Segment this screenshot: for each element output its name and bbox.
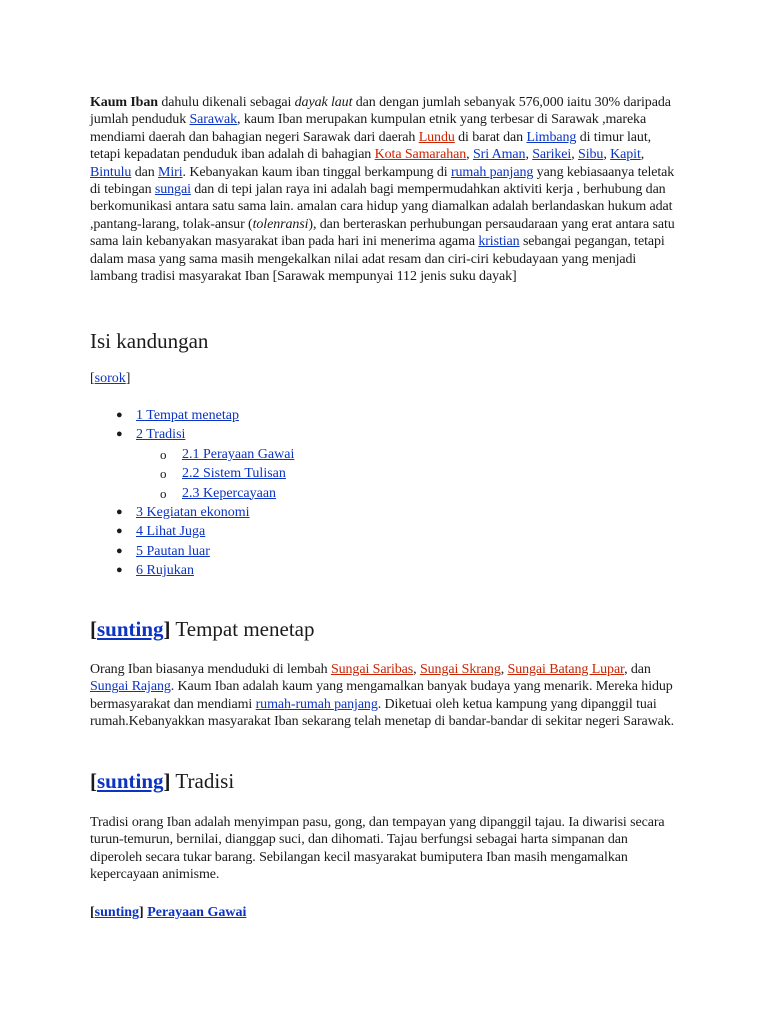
link-limbang[interactable]: Limbang — [526, 129, 577, 145]
link-sarikei[interactable]: Sarikei — [532, 147, 572, 163]
edit-link-tradisi[interactable]: sunting — [97, 769, 164, 793]
edit-link-perayaan-gawai[interactable]: sunting — [94, 905, 140, 920]
link-rumah-rumah-panjang[interactable]: rumah-rumah panjang — [255, 696, 378, 712]
link-sri-aman[interactable]: Sri Aman — [472, 147, 526, 163]
text-run: . Diketuai oleh ketua kampung yang dipanggil tuai rumah.Kebanyakkan masyarakat Iban sekarang telah menetap di bandar-bandar di sekitar negeri Sarawak. — [90, 696, 675, 730]
text-run: dan di tepi jalan raya ini adalah bagi mempermudahkan aktiviti kerja , berhubung dan berkomunikasi antara satu sama lain. amalan cara hidup yang diamalkan adalah berlandaskan hukum adat ,pantang-larang, tolak-ansur ( — [90, 182, 673, 232]
toc-hide-link[interactable]: sorok — [94, 371, 126, 386]
toc-link-tradisi[interactable]: 2 Tradisi — [136, 427, 186, 443]
text-run: , kaum Iban merupakan kumpulan etnik yang terbesar di Sarawak ,mareka mendiami daerah dan bahagian negeri Sarawak dari daerah — [90, 112, 647, 145]
toc-link-pautan-luar[interactable]: 5 Pautan luar — [136, 543, 210, 559]
lead-term: Kaum Iban — [90, 95, 158, 110]
toc-link-perayaan-gawai[interactable]: 2.1 Perayaan Gawai — [182, 446, 295, 462]
section-title: Tempat menetap — [170, 617, 315, 641]
link-kapit[interactable]: Kapit — [610, 147, 641, 163]
toc-item — [90, 484, 294, 503]
text-run: ), dan berteraskan perhubungan persaudaraan yang erat antara satu sama lain kebanyakan masyarakat iban pada hari ini menerima agama — [90, 216, 675, 250]
italic-term: dayak laut — [294, 95, 353, 110]
section-heading-tradisi — [90, 769, 234, 794]
text-run: Orang Iban biasanya menduduki di lembah — [90, 662, 331, 677]
link-rumah-panjang[interactable]: rumah panjang — [450, 164, 534, 180]
edit-bracket: [sunting] — [90, 617, 171, 641]
toc-list — [90, 406, 294, 581]
text-run: , — [500, 662, 508, 677]
link-kristian[interactable]: kristian — [478, 234, 520, 250]
link-sungai-rajang[interactable]: Sungai Rajang — [90, 679, 171, 695]
text-run: , — [525, 147, 533, 163]
intro-paragraph — [90, 94, 680, 285]
toc-item — [90, 464, 294, 483]
toc-item — [90, 445, 294, 464]
link-kota-samarahan[interactable]: Kota Samarahan — [374, 147, 467, 163]
bullet-icon: ● — [116, 505, 123, 518]
text-run: . Kebanyakan kaum iban tinggal berkampung di — [182, 164, 451, 180]
link-miri[interactable]: Miri — [158, 164, 183, 180]
toc-link-rujukan[interactable]: 6 Rujukan — [136, 563, 194, 579]
toc-item — [90, 542, 294, 561]
link-sungai-skrang[interactable]: Sungai Skrang — [419, 662, 501, 677]
bullet-icon: ● — [116, 409, 123, 421]
link-lundu[interactable]: Lundu — [418, 129, 455, 145]
edit-link-tempat-menetap[interactable]: sunting — [97, 617, 164, 641]
toc-item — [90, 503, 294, 522]
text-run: di timur laut, tetapi kepadatan penduduk iban adalah di bahagian — [90, 129, 652, 163]
edit-bracket: [sunting] — [90, 769, 171, 793]
bullet-icon: ● — [116, 564, 123, 577]
text-run: di barat dan — [454, 129, 527, 145]
section-heading-tempat-menetap — [90, 617, 314, 642]
text-run: dan — [131, 164, 159, 180]
italic-term: tolenransi — [252, 216, 309, 232]
toc-link-tempat-menetap[interactable]: 1 Tempat menetap — [136, 408, 239, 423]
bullet-icon: ● — [116, 428, 123, 441]
link-sibu[interactable]: Sibu — [578, 147, 604, 163]
text-run: yang kebiasaanya teletak di tebingan — [90, 164, 675, 198]
toc-item — [90, 425, 294, 444]
text-run: . Kaum Iban adalah kaum yang mengamalkan banyak budaya yang menarik. Mereka hidup bermasyarakat dan mendiami — [90, 679, 673, 712]
toc-item — [90, 406, 294, 425]
text-run: , — [413, 662, 420, 677]
link-sungai-saribas[interactable]: Sungai Saribas — [330, 662, 414, 677]
toc-link-kepercayaan[interactable]: 2.3 Kepercayaan — [182, 485, 277, 501]
circle-bullet-icon: o — [160, 485, 167, 501]
circle-bullet-icon: o — [160, 466, 167, 482]
text-run: , — [466, 147, 473, 163]
text-run: dan dengan jumlah sebanyak 576,000 iaitu 30% daripada jumlah penduduk — [90, 95, 671, 128]
subsection-heading-perayaan-gawai: [sunting] Perayaan Gawai — [90, 905, 247, 920]
toc-title: Isi kandungan — [90, 329, 209, 353]
text-run: , — [603, 147, 611, 163]
bracket: ] — [125, 371, 131, 386]
toc-link-lihat-juga[interactable]: 4 Lihat Juga — [136, 524, 206, 540]
toc-item — [90, 561, 294, 580]
section-paragraph-tempat-menetap — [90, 661, 680, 731]
link-bintulu[interactable]: Bintulu — [90, 164, 132, 180]
toc-toggle — [90, 371, 130, 387]
text-run: dahulu dikenali sebagai — [157, 95, 295, 110]
bullet-icon: ● — [116, 544, 123, 557]
link-perayaan-gawai[interactable]: Perayaan Gawai — [147, 905, 247, 920]
toc-item — [90, 522, 294, 541]
link-sungai[interactable]: sungai — [154, 182, 191, 198]
bullet-icon: ● — [116, 525, 123, 538]
text-run: , — [640, 147, 645, 163]
bracket: [ — [90, 371, 95, 386]
link-sarawak[interactable]: Sarawak — [189, 112, 238, 128]
circle-bullet-icon: o — [160, 446, 167, 462]
link-sungai-batang-lupar[interactable]: Sungai Batang Lupar — [507, 662, 625, 677]
text-run: sebangai pegangan, tetapi dalam masa yang sama masih mengekalkan nilai adat resam dan ciri-ciri kebudayaan yang menjadi lambang tradisi masyarakat Iban [Sarawak mempunyai 112 jenis suku dayak] — [90, 234, 665, 285]
toc-link-kegiatan-ekonomi[interactable]: 3 Kegiatan ekonomi — [136, 504, 250, 520]
toc-link-sistem-tulisan[interactable]: 2.2 Sistem Tulisan — [182, 466, 286, 482]
section-title: Tradisi — [170, 769, 235, 793]
section-paragraph-tradisi: Tradisi orang Iban adalah menyimpan pasu, gong, dan tempayan yang dipanggil tajau. Ia diwarisi secara turun-temurun, bernilai, dianggap suci, dan dihomati. Tajau berfungsi sebagai harta simpanan dan diperoleh secara tukar barang. Sebilangan kecil masyarakat bumiputera Iban masih mengamalkan kepercayaan animisme. — [90, 815, 665, 883]
text-run: , — [571, 147, 579, 163]
text-run: , dan — [624, 662, 651, 677]
